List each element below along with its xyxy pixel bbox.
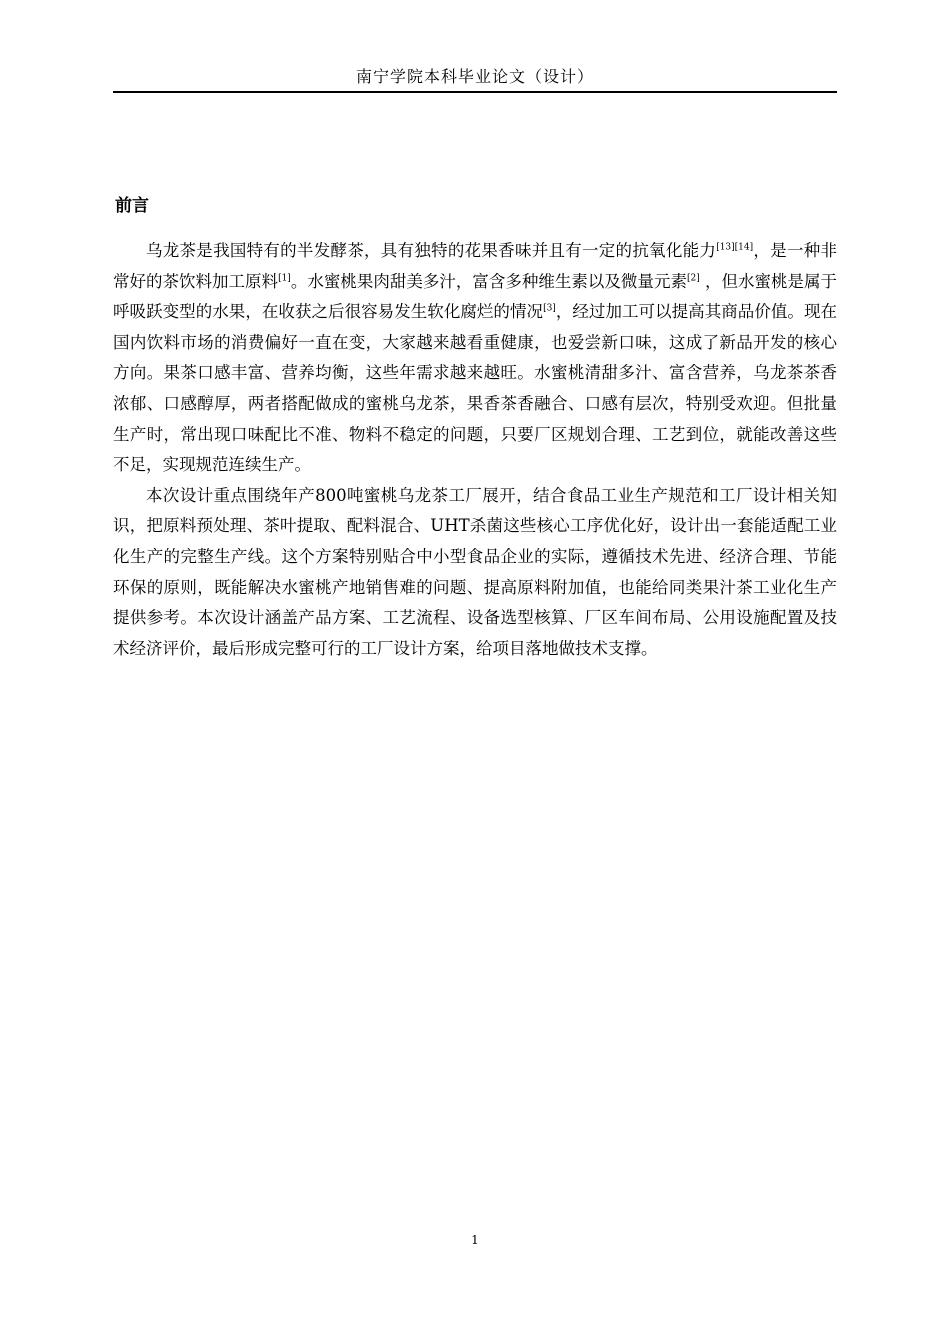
header-title: 南宁学院本科毕业论文（设计） xyxy=(355,67,594,86)
paragraph-1-part-2: ，是一种非常好的茶饮料加工原料 xyxy=(113,241,838,291)
paragraph-1-part-3: 。水蜜桃果肉甜美多汁，富含多种维生素以及微量元素 xyxy=(290,271,687,291)
paragraph-1-part-1: 乌龙茶是我国特有的半发酵茶，具有独特的花果香味并且有一定的抗氧化能力 xyxy=(146,241,717,260)
header-rule xyxy=(113,91,837,93)
paragraph-2: 本次设计重点围绕年产800吨蜜桃乌龙茶工厂展开，结合食品工业生产规范和工厂设计相关知识，把原料预处理、茶叶提取、配料混合、UHT杀菌这些核心工序优化好，设计出一套能适配工业化生产的完整生产线。这个方案特别贴合中小型食品企业的实际，遵循技术先进、经济合理、节能环保的原则，既能解决水蜜桃产地销售难的问题、提高原料附加值，也能给同类果汁茶工业化生产提供参考。本次设计涵盖产品方案、工艺流程、设备选型核算、厂区车间布局、公用设施配置及技术经济评价，最后形成完整可行的工厂设计方案，给项目落地做技术支撑。 xyxy=(113,485,837,658)
citation-3: [3] xyxy=(543,303,556,314)
citation-13: [13] xyxy=(716,242,735,253)
body-text xyxy=(113,236,837,664)
page-number: 1 xyxy=(471,1233,479,1247)
paragraph-1-part-5: ，经过加工可以提高其商品价值。现在国内饮料市场的消费偏好一直在变，大家越来越看重健康，也爱尝新口味，这成了新品开发的核心方向。果茶口感丰富、营养均衡，这些年需求越来越旺。水蜜桃清甜多汁、富含营养，乌龙茶茶香浓郁、口感醇厚，两者搭配做成的蜜桃乌龙茶，果香茶香融合、口感有层次，特别受欢迎。但批量生产时，常出现口味配比不准、物料不稳定的问题，只要厂区规划合理、工艺到位，就能改善这些不足，实现规范连续生产。 xyxy=(113,302,838,475)
citation-2: [2] xyxy=(686,273,700,284)
citation-1: [1] xyxy=(278,273,291,284)
paragraph-1 xyxy=(113,236,837,481)
page-header xyxy=(113,66,837,88)
paragraph-1-part-4: ，但水蜜桃是属于呼吸跃变型的水果，在收获之后很容易发生软化腐烂的情况 xyxy=(113,271,838,322)
section-title: 前言 xyxy=(115,196,149,216)
citation-14: [14] xyxy=(734,242,754,253)
